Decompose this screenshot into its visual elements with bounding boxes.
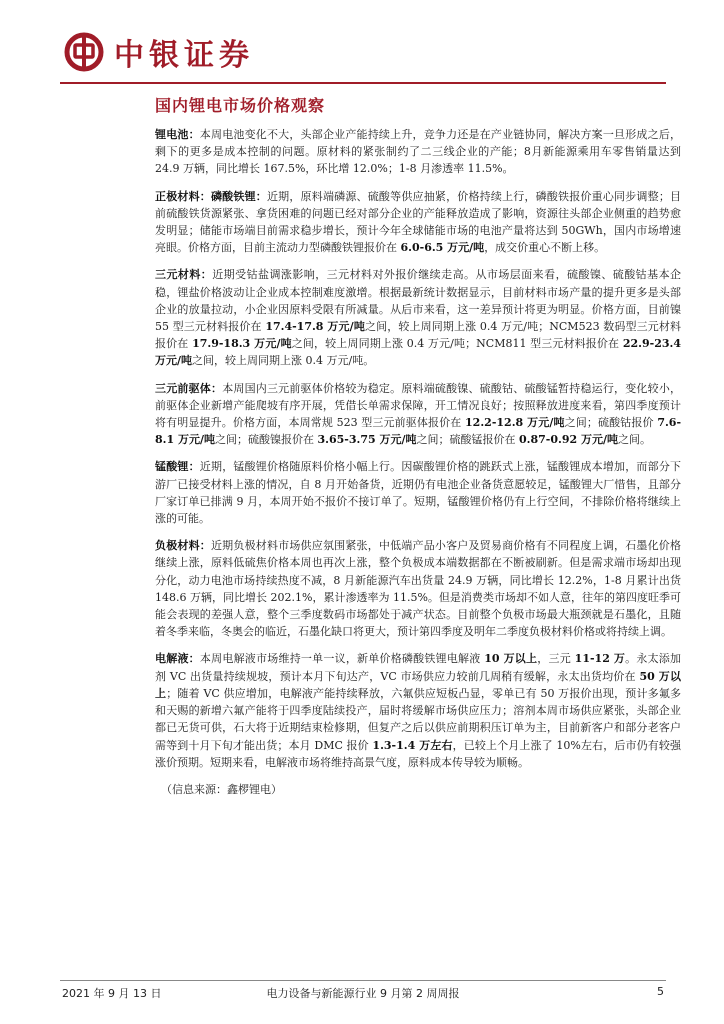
paragraph (155, 380, 681, 449)
footer-divider (60, 980, 666, 981)
paragraph (155, 266, 681, 369)
paragraph-label: 负极材料： (155, 539, 211, 553)
paragraph-text: 本周国内三元前驱体价格较为稳定。原料端硫酸镍、硫酸钴、硫酸锰暂持稳运行，变化较小，前驱体企业新增产能爬坡有序开展，凭借长单需求保障，开工情况良好；按照释放进度来看，第四季度预计将有明显提升。价格方面，本周常规 523 型三元前驱体报价在 (155, 381, 682, 430)
price-highlight: 12.2-12.8 万元/吨 (465, 416, 565, 430)
paragraph-text: 之间；硫酸镍报价在 (214, 433, 318, 447)
article-body (155, 126, 681, 797)
paragraph-text: 之间，较上周同期上涨 0.4 万元/吨；NCM811 型三元材料报价在 (291, 337, 623, 351)
paragraph-label: 锂电池： (155, 128, 200, 141)
header (64, 30, 254, 74)
paragraph-text: 近期，锰酸锂价格随原料价格小幅上行。因碳酸锂价格的跳跃式上涨，锰酸锂成本增加，而部分下游厂已接受材料上涨的情况，自 8 月开始备货，近期仍有电池企业备货意愿较足，锰酸锂大厂惜售，且部分厂家订单已排满 9 月，本周开始不报价不接订单了。短期，锰酸锂价格仍有上行空间，不排除价格将继续上涨的可能。 (155, 460, 682, 526)
page-title: 国内锂电市场价格观察 (155, 96, 326, 115)
paragraph-text: 之间。 (617, 433, 651, 447)
paragraph-label: 锰酸锂： (155, 460, 200, 474)
paragraph-text: 之间，较上周同期上涨 0.4 万元/吨；NCM523 数码型三元材料报价在 (155, 320, 681, 351)
header-divider (60, 82, 666, 84)
paragraph-label: 电解液： (155, 652, 200, 666)
footer (62, 985, 664, 1001)
paragraph-text: 近期，原料端磷源、硫酸等供应抽紧，价格持续上行，磷酸铁报价重心同步调整；目前硫酸铁货源紧张、拿货困难的问题已经对部分企业的产能释放造成了影响，资源往头部企业侧重的趋势愈发明显；储能市场端目前需求稳步增长，预计今年全球储能市场的电池产量将达到 50GWh，国内市场增速亮眼。价格方面，目前主流动力型磷酸铁锂报价在 (155, 189, 682, 255)
paragraph-text: ，已较上个月上涨了 10%左右，后市仍有较强涨价预期。短期来看，电解液市场将维持高景气度，原料成本传导较为顺畅。 (155, 738, 681, 769)
page-number: 5 (657, 985, 664, 998)
paragraph (155, 126, 681, 178)
price-highlight: 6.0-6.5 万元/吨 (400, 241, 485, 255)
paragraph-text: 本周电池变化不大，头部企业产能持续上升，竞争力还是在产业链协同，解决方案一旦形成之后，剩下的更多是成本控制的问题。原材料的紧张制约了二三线企业的产能；8月新能源乘用车零售销量达到 24.9 万辆，同比增长 167.5%，环比增 12.0%；1-8 月渗透率 11.5%。 (155, 128, 682, 176)
paragraph-label: 三元材料： (155, 268, 213, 282)
paragraph-text: 之间；硫酸锰报价在 (416, 433, 519, 447)
price-highlight: 1.3-1.4 万左右 (372, 738, 453, 752)
footer-report-name: 电力设备与新能源行业 9 月第 2 周周报 (266, 987, 460, 1000)
paragraph-text: 之间；硫酸钴报价 (564, 416, 658, 430)
paragraph-text: 近期受钴盐调涨影响，三元材料对外报价继续走高。从市场层面来看，硫酸镍、硫酸钴基本企稳，锂盐价格波动让企业成本控制难度激增。根据最新统计数据显示，目前材料市场产量的提升更多是头部企业的放量拉动，小企业因原料受限有所减量。从后市来看，这一差异预计将更为明显。价格方面，目前镍 55 型三元材料报价在 (155, 268, 682, 334)
paragraph (155, 458, 681, 527)
paragraph (155, 650, 681, 770)
bank-of-china-logo-icon (64, 32, 104, 72)
paragraph-text: 本周电解液市场维持一单一议，新单价格磷酸铁锂电解液 (199, 652, 485, 666)
paragraph-text: ；随着 VC 供应增加，电解液产能持续释放，六氟供应短板凸显，零单已有 50 万报价出现，预计多氟多和天赐的新增六氟产能将于四季度陆续投产，届时将缓解市场供应压力；溶剂本周市场供应紧张，头部企业都已无货可供，石大将于近期结束检修期，但复产之后以供应前期积压订单为主，目前新客户和部分老客户需等到十月下旬才能出货；本月 DMC 报价 (155, 686, 682, 752)
footer-date: 2021 年 9 月 13 日 (62, 987, 162, 1000)
price-highlight: 17.9-18.3 万元/吨 (192, 337, 292, 351)
price-highlight: 17.4-17.8 万元/吨 (265, 320, 365, 334)
paragraph-text: 。永太添加剂 VC 出货量持续规坡，预计本月下旬达产，VC 市场供应力较前几周稍有缓解，永太出货均价在 (155, 652, 682, 683)
paragraph-text: 之间，较上周同期上涨 0.4 万元/吨。 (192, 354, 375, 368)
price-highlight: 7.6-8.1 万元/吨 (155, 416, 682, 447)
paragraph-label: 正极材料：磷酸铁锂： (155, 189, 267, 203)
paragraph-text: ，三元 (537, 652, 575, 666)
source-note: （信息来源：鑫椤锂电） (161, 782, 282, 796)
price-highlight: 50 万以上 (155, 669, 681, 700)
paragraph-text: 近期负极材料市场供应氛围紧张，中低端产品小客户及贸易商价格有不同程度上调，石墨化价格继续上涨，原料低硫焦价格本周也再次上涨，整个负极成本端数据都在不断被刷新。但是需求端市场却出现分化，动力电池市场持续热度不减，8 月新能源汽车出货量 24.9 万辆，同比增长 12.2%，1-8 月累计出货 148.6 万辆，同比增长 202.1%，累计渗透率为 11.5%。但是消费类市场却不如人意，往年的第四度旺季可能会表现的差强人意，整个三季度数码市场都处于减产状态。目前整个负极市场最大瓶颈就是石墨化，且随着冬季来临，冬奥会的临近，石墨化缺口将更大，预计第四季度及明年二季度负极材料价格或将持续上调。 (155, 539, 682, 639)
price-highlight: 3.65-3.75 万元/吨 (317, 433, 417, 447)
price-highlight: 0.87-0.92 万元/吨 (518, 433, 618, 447)
price-highlight: 11-12 万 (574, 652, 626, 666)
paragraph-text: ，成交价重心不断上移。 (484, 241, 606, 255)
paragraph (155, 537, 681, 640)
paragraph-label: 三元前驱体： (155, 381, 223, 395)
brand-name: 中银证券 (114, 38, 254, 73)
price-highlight: 22.9-23.4 万元/吨 (155, 337, 681, 368)
price-highlight: 10 万以上 (484, 652, 538, 666)
paragraph (155, 188, 681, 257)
